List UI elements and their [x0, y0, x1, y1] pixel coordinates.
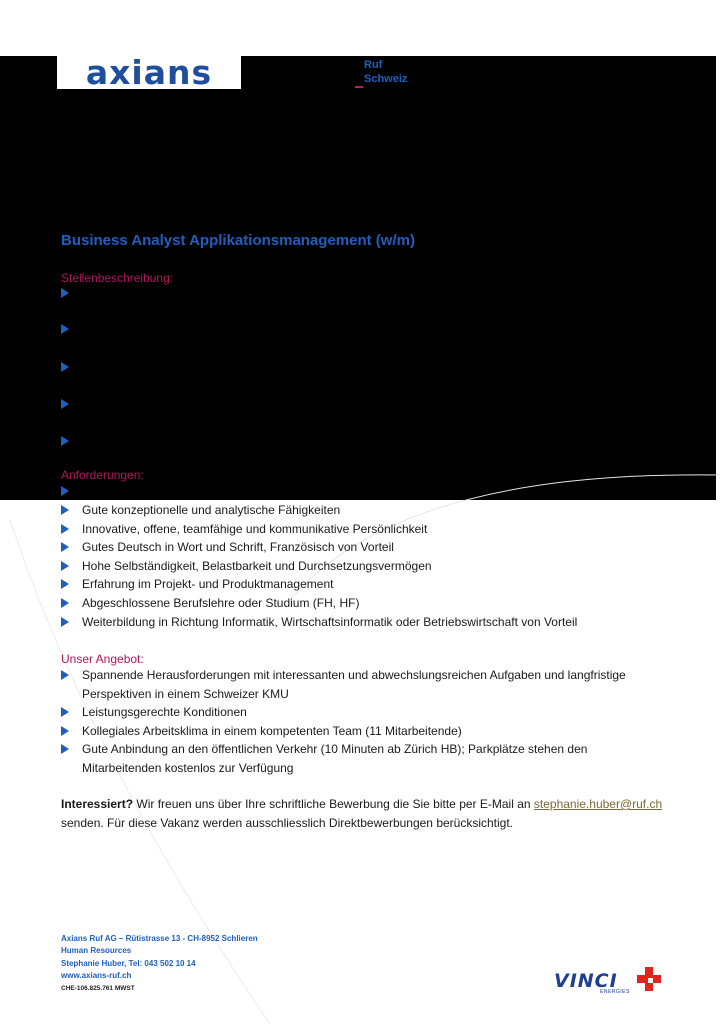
bullet-marker	[61, 288, 69, 298]
bullet-marker	[61, 744, 69, 754]
vinci-energies-logo	[554, 966, 664, 996]
list-item-text: Hohe Selbständigkeit, Belastbarkeit und Durchsetzungsvermögen	[82, 558, 432, 573]
bullet-marker	[61, 542, 69, 552]
requirements-list	[61, 501, 577, 631]
bullet-marker	[61, 399, 69, 409]
company-line-1: Ruf	[364, 59, 383, 71]
bullet-marker	[61, 707, 69, 717]
brand-dash	[355, 86, 363, 88]
list-item-text: Gutes Deutsch in Wort und Schrift, Französisch von Vorteil	[82, 540, 394, 555]
list-item	[61, 520, 577, 539]
bullet-marker	[61, 505, 69, 515]
offer-list	[61, 666, 626, 778]
list-item-text: Kollegiales Arbeitsklima in einem kompetenten Team (11 Mitarbeitende)	[82, 723, 462, 738]
closing-text: Wir freuen uns über Ihre schriftliche Bewerbung die Sie bitte per E-Mail an	[133, 797, 534, 811]
list-item	[61, 666, 626, 703]
list-item	[61, 722, 626, 741]
bullet-marker	[61, 617, 69, 627]
bullet-marker	[61, 561, 69, 571]
list-item-text: Weiterbildung in Richtung Informatik, Wirtschaftsinformatik oder Betriebswirtschaft von Vorteil	[82, 614, 578, 629]
bullet-marker	[61, 524, 69, 534]
footer-contact-person: Stephanie Huber, Tel: 043 502 10 14	[61, 958, 196, 968]
offer-label: Unser Angebot:	[61, 652, 144, 666]
list-item	[61, 740, 626, 777]
list-item	[61, 575, 577, 594]
bullet-marker	[61, 362, 69, 372]
job-title: Business Analyst Applikationsmanagement (w/m)	[61, 232, 415, 249]
list-item	[61, 538, 577, 557]
list-item-text: Gute konzeptionelle und analytische Fähigkeiten	[82, 503, 341, 517]
list-item	[61, 557, 577, 576]
bullet-marker	[61, 670, 69, 680]
requirements-label: Anforderungen:	[61, 468, 144, 482]
footer-address: Axians Ruf AG – Rütistrasse 13 - CH-8952 Schlieren	[61, 934, 258, 943]
bullet-marker	[61, 486, 69, 496]
list-item	[61, 613, 577, 632]
vinci-subtitle: ENERGIES	[600, 989, 630, 995]
footer-vat: CHE-106.825.761 MWST	[61, 984, 135, 992]
footer-contact	[61, 933, 258, 995]
list-item-text: Gute Anbindung an den öffentlichen Verkehr (10 Minuten ab Zürich HB); Parkplätze stehen den	[82, 742, 588, 757]
list-item-text: Spannende Herausforderungen mit interessanten und abwechslungsreichen Aufgaben und langfristige	[82, 668, 626, 682]
bullet-marker	[61, 598, 69, 608]
bullet-marker	[61, 579, 69, 589]
list-item-text: Leistungsgerechte Konditionen	[82, 705, 247, 720]
vinci-cross-icon	[636, 966, 662, 992]
footer-website[interactable]: www.axians-ruf.ch	[61, 971, 132, 981]
closing-text-2: senden. Für diese Vakanz werden ausschliesslich Direktbewerbungen berücksichtigt.	[61, 816, 514, 830]
vinci-wordmark: VINCI	[554, 970, 618, 992]
list-item-text-continued: Perspektiven in einem Schweizer KMU	[82, 686, 289, 701]
bullet-marker	[61, 436, 69, 446]
list-item	[61, 703, 626, 722]
company-name	[364, 58, 407, 86]
list-item-text: Erfahrung im Projekt- und Produktmanagement	[82, 577, 334, 592]
closing-paragraph	[61, 795, 671, 833]
closing-lead: Interessiert?	[61, 797, 134, 811]
footer-department: Human Resources	[61, 946, 132, 956]
list-item-text: Innovative, offene, teamfähige und kommunikative Persönlichkeit	[82, 521, 428, 536]
axians-logo	[57, 52, 241, 92]
bullet-marker	[61, 726, 69, 736]
company-line-2: Schweiz	[364, 73, 408, 85]
bullet-marker	[61, 324, 69, 334]
list-item-text: Abgeschlossene Berufslehre oder Studium (FH, HF)	[82, 595, 360, 610]
list-item	[61, 501, 577, 520]
list-item	[61, 594, 577, 613]
axians-logo-text: axians	[85, 52, 213, 92]
description-label: Stellenbeschreibung:	[61, 271, 174, 285]
list-item-text-continued: Mitarbeitenden kostenlos zur Verfügung	[82, 760, 294, 775]
email-link[interactable]: stephanie.huber@ruf.ch	[533, 797, 663, 811]
